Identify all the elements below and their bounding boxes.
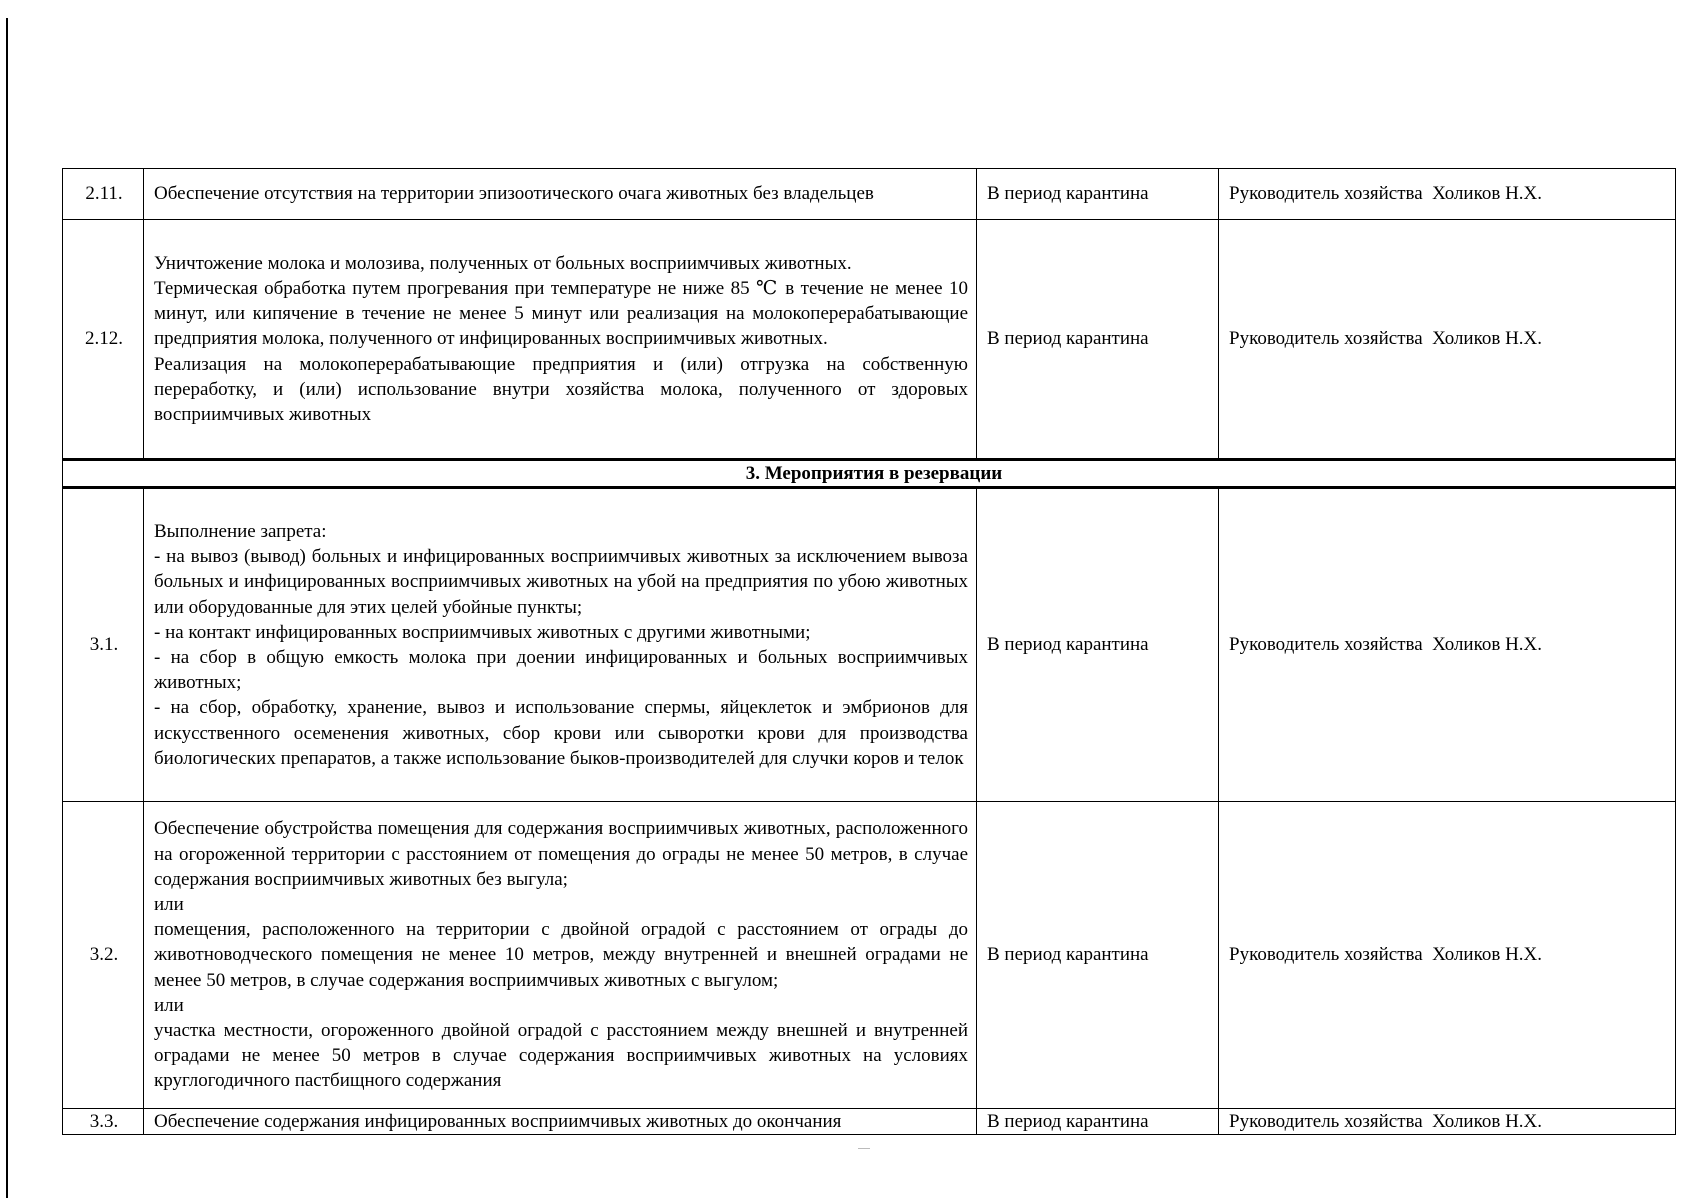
measure-term: В период карантина: [977, 220, 1219, 460]
measure-term: В период карантина: [977, 488, 1219, 802]
measure-description: [144, 802, 977, 1109]
left-margin-line: [6, 18, 8, 1198]
table-row: [63, 169, 1676, 220]
measure-paragraph: Термическая обработка путем прогревания при температуре не ниже 85 ℃ в течение не менее 10 минут, или кипячение в течение не менее 5 минут или реализация на молокоперерабатывающие предприятия молока, полученного от инфицированных восприимчивых животных.: [154, 277, 968, 350]
measure-responsible: Руководитель хозяйства Холиков Н.Х.: [1219, 488, 1676, 802]
measure-term: В период карантина: [977, 802, 1219, 1109]
measure-paragraph: Выполнение запрета:: [154, 520, 327, 542]
row-number: 2.12.: [63, 220, 144, 460]
section-title-text: 3. Мероприятия в резервации: [745, 462, 1003, 484]
row-number: 3.1.: [63, 488, 144, 802]
measure-term: В период карантина: [977, 1109, 1219, 1135]
row-number: 3.2.: [63, 802, 144, 1109]
measure-paragraph: Обеспечение обустройства помещения для содержания восприимчивых животных, расположенного на огороженной территории с расстоянием от помещения до ограды не менее 50 метров, в случае содержания восприимчивых животных без выгула;: [154, 818, 968, 890]
measure-paragraph: помещения, расположенного на территории с двойной оградой с расстоянием от ограды до животноводческого помещения не менее 10 метров, между внутренней и внешней оградами не менее 50 метров, в случае содержания восприимчивых животных с выгулом;: [154, 919, 968, 991]
row-number: 2.11.: [63, 169, 144, 220]
table-row: [63, 802, 1676, 1109]
measure-description: [144, 1109, 977, 1135]
table-row: [63, 220, 1676, 460]
measure-responsible: Руководитель хозяйства Холиков Н.Х.: [1219, 802, 1676, 1109]
measure-paragraph: Реализация на молокоперерабатывающие предприятия и (или) отгрузка на собственную переработку, и (или) использование внутри хозяйства молока, полученного от здоровых восприимчивых животных: [154, 353, 968, 425]
table-row: [63, 1109, 1676, 1135]
table-row: [63, 488, 1676, 802]
measures-table: [62, 168, 1676, 1135]
measure-paragraph: или: [154, 893, 184, 915]
measure-responsible: Руководитель хозяйства Холиков Н.Х.: [1219, 220, 1676, 460]
measure-paragraph: участка местности, огороженного двойной оградой с расстоянием между внешней и внутренней оградами не менее 50 метров в случае содержания восприимчивых животных на условиях круглогодичного пастбищного содержания: [154, 1020, 968, 1092]
row-number: 3.3.: [63, 1109, 144, 1135]
section-header-row: [63, 460, 1676, 488]
measure-paragraph: или: [154, 994, 184, 1016]
measure-paragraph: Обеспечение содержания инфицированных восприимчивых животных до окончания: [154, 1111, 842, 1132]
measure-description: [144, 220, 977, 460]
measure-paragraph: Уничтожение молока и молозива, полученных от больных восприимчивых животных.: [154, 252, 852, 274]
measure-paragraph: Обеспечение отсутствия на территории эпизоотического очага животных без владельцев: [154, 183, 874, 205]
scan-mark: [858, 1148, 870, 1149]
measure-paragraph: - на сбор, обработку, хранение, вывоз и использование спермы, яйцеклеток и эмбрионов для искусственного осеменения животных, сбор крови или сыворотки крови для производства биологических препаратов, а также использование быков-производителей для случки коров и телок: [154, 697, 968, 769]
measure-responsible: Руководитель хозяйства Холиков Н.Х.: [1219, 1109, 1676, 1135]
measure-description: [144, 488, 977, 802]
measure-responsible: Руководитель хозяйства Холиков Н.Х.: [1219, 169, 1676, 220]
measure-description: [144, 169, 977, 220]
section-title: [63, 460, 1676, 488]
measure-paragraph: - на вывоз (вывод) больных и инфицированных восприимчивых животных за исключением вывоза больных и инфицированных восприимчивых животных на убой на предприятия по убою животных или оборудованные для этих целей убойные пункты;: [154, 546, 968, 618]
measure-term: В период карантина: [977, 169, 1219, 220]
measure-paragraph: - на контакт инфицированных восприимчивых животных с другими животными;: [154, 621, 811, 643]
measure-paragraph: - на сбор в общую емкость молока при доении инфицированных и больных восприимчивых животных;: [154, 647, 968, 694]
